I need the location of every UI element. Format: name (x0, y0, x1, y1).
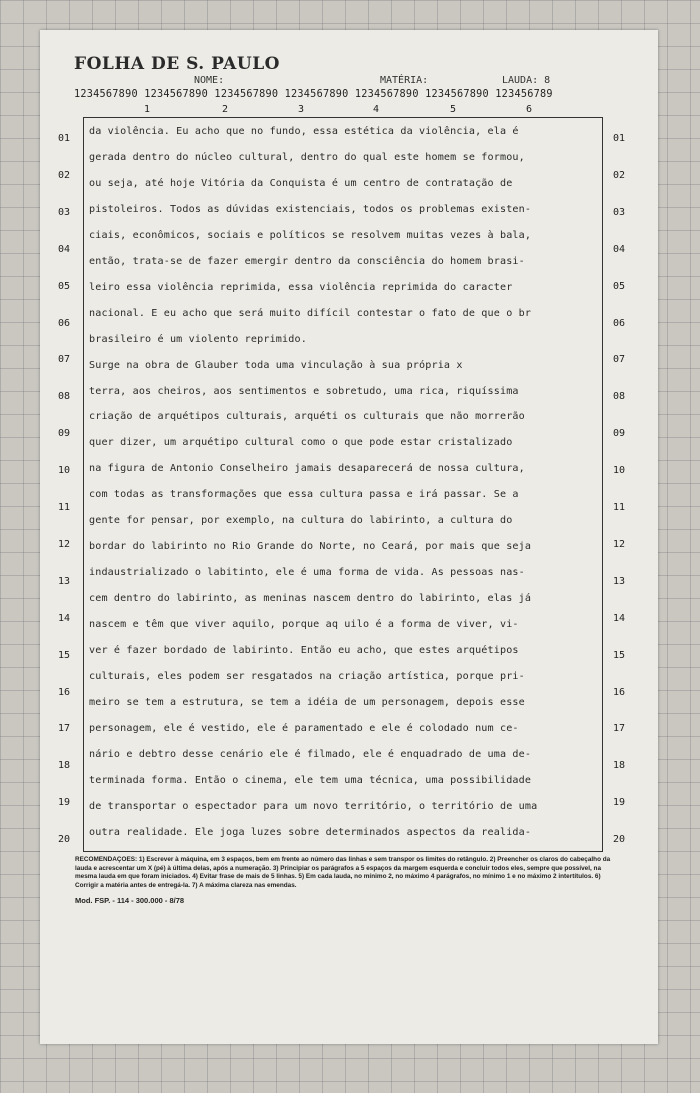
line-number-left: 17 (57, 723, 71, 735)
line-number-right: 17 (612, 723, 626, 735)
line-number-left: 14 (57, 612, 71, 624)
line-number-left: 19 (57, 797, 71, 809)
line-number-right: 02 (612, 169, 626, 181)
character-ruler: 1234567890 1234567890 1234567890 1234567890 1234567890 1234567890 123456789 (74, 89, 553, 100)
line-number-left: 18 (57, 760, 71, 772)
typed-text-line: terra, aos cheiros, aos sentimentos e sobretudo, uma rica, riquíssima (89, 385, 519, 397)
typed-text-line: gente for pensar, por exemplo, na cultura do labirinto, a cultura do (89, 515, 513, 527)
ruler-col-6: 6 (526, 104, 533, 115)
line-number-right: 18 (612, 760, 626, 772)
typed-text-line: brasileiro é um violento reprimido. (89, 333, 307, 345)
typed-text-line: outra realidade. Ele joga luzes sobre determinados aspectos da realida- (89, 826, 532, 838)
line-number-right: 07 (612, 354, 626, 366)
typed-text-line: Surge na obra de Glauber toda uma vinculação à sua própria x (89, 359, 463, 371)
typed-text-line: nário e debtro desse cenário ele é filmado, ele é enquadrado de uma de- (89, 748, 532, 760)
ruler-column-numbers (40, 104, 658, 118)
line-number-left: 04 (57, 243, 71, 255)
line-number-left: 11 (57, 502, 71, 513)
recommendations-text: RECOMENDAÇOES: 1) Escrever à máquina, em 3 espaços, bem em frente ao número das linhas e sem transpor os limites do retângulo. 2) Preencher os claros do cabeçalho da lauda e acrescentar um X (pé) à última delas, após a numeração. 3) Principiar os parágrafos a 5 espaços da margem esquerda e concluir todos eles, sempre que possível, na mesma lauda em que foram iniciados. 4) Evitar frase de mais de 5 linhas. 5) Em cada lauda, no mínimo 2, no máximo 4 parágrafos, no mínimo 1 e no máximo 2 intertítulos. 6) Corrigir a matéria antes de entregá-la. 7) A máxima clareza nas emendas. (75, 856, 611, 889)
line-number-left: 13 (57, 575, 71, 587)
line-number-left: 06 (57, 317, 71, 329)
line-number-left: 16 (57, 686, 71, 698)
typed-text-line: quer dizer, um arquétipo cultural como o que pode estar cristalizado (89, 437, 513, 449)
typed-text-line: culturais, eles podem ser resgatados na criação artística, porque pri- (89, 670, 525, 682)
line-number-right: 03 (612, 206, 626, 218)
line-number-right: 05 (612, 280, 626, 292)
typed-text-line: ou seja, até hoje Vitória da Conquista é um centro de contratação de (89, 177, 513, 189)
line-number-right: 08 (612, 391, 626, 403)
ruler-col-2: 2 (222, 104, 229, 115)
line-number-left: 02 (57, 169, 71, 181)
line-number-left: 09 (57, 428, 71, 440)
typed-text-line: ciais, econômicos, sociais e políticos se resolvem muitas vezes à bala, (89, 229, 532, 241)
line-number-right: 14 (612, 612, 626, 624)
line-number-left: 01 (57, 133, 71, 144)
line-number-right: 11 (612, 502, 626, 513)
line-number-right: 13 (612, 575, 626, 587)
typed-text-line: gerada dentro do núcleo cultural, dentro do qual este homem se formou, (89, 151, 525, 163)
typed-text-line: personagem, ele é vestido, ele é paramentado e ele é colodado num ce- (89, 722, 519, 734)
line-number-left: 05 (57, 280, 71, 292)
line-number-left: 08 (57, 391, 71, 403)
typed-text-line: da violência. Eu acho que no fundo, essa estética da violência, ela é (89, 126, 519, 137)
line-number-right: 12 (612, 538, 626, 550)
typed-text-line: bordar do labirinto no Rio Grande do Norte, no Ceará, por mais que seja (89, 541, 532, 553)
nome-label: NOME: (194, 75, 225, 86)
line-number-right: 15 (612, 649, 626, 661)
typed-text-line: de transportar o espectador para um novo território, o território de uma (89, 800, 538, 812)
line-number-left: 15 (57, 649, 71, 661)
typed-text-line: indaustrializado o labitinto, ele é uma forma de vida. As pessoas nas- (89, 567, 525, 579)
line-number-right: 16 (612, 686, 626, 698)
ruler-col-3: 3 (298, 104, 305, 115)
line-number-left: 12 (57, 538, 71, 550)
line-number-left: 07 (57, 354, 71, 366)
newspaper-brand: FOLHA DE S. PAULO (74, 54, 280, 74)
typing-rectangle (83, 117, 603, 852)
ruler-col-1: 1 (144, 104, 151, 115)
typed-text-line: então, trata-se de fazer emergir dentro da consciência do homem brasi- (89, 255, 525, 267)
line-number-left: 03 (57, 206, 71, 218)
typed-text-line: com todas as transformações que essa cultura passa e irá passar. Se a (89, 489, 519, 501)
line-number-left: 10 (57, 465, 71, 477)
line-number-right: 19 (612, 797, 626, 809)
typed-text-line: criação de arquétipos culturais, arquéti os culturais que não morrerão (89, 411, 525, 423)
ruler-col-5: 5 (450, 104, 457, 115)
manuscript-sheet (40, 30, 658, 1044)
typed-text-line: cem dentro do labirinto, as meninas nascem dentro do labirinto, elas já (89, 593, 532, 605)
line-number-right: 06 (612, 317, 626, 329)
typed-text-line: nascem e têm que viver aquilo, porque aq uilo é a forma de viver, vi- (89, 619, 519, 631)
line-number-left: 20 (57, 834, 71, 846)
line-number-right: 20 (612, 834, 626, 846)
typed-text-line: nacional. E eu acho que será muito difícil contestar o fato de que o br (89, 307, 532, 319)
lauda-label: LAUDA: 8 (502, 75, 551, 86)
typed-text-line: pistoleiros. Todos as dúvidas existenciais, todos os problemas existen- (89, 203, 532, 215)
form-model-code: Mod. FSP. - 114 - 300.000 - 8/78 (75, 896, 185, 905)
typed-text-line: na figura de Antonio Conselheiro jamais desaparecerá de nossa cultura, (89, 463, 525, 475)
ruler-col-4: 4 (373, 104, 380, 115)
line-number-right: 04 (612, 243, 626, 255)
typed-text-line: meiro se tem a estrutura, se tem a idéia de um personagem, depois esse (89, 696, 525, 708)
typed-text-line: ver é fazer bordado de labirinto. Então eu acho, que estes arquétipos (89, 645, 519, 656)
typed-text-line: terminada forma. Então o cinema, ele tem uma técnica, uma possibilidade (89, 774, 532, 786)
line-number-right: 01 (612, 133, 626, 144)
typed-text-line: leiro essa violência reprimida, essa violência reprimida do caracter (89, 281, 513, 293)
materia-label: MATÉRIA: (380, 75, 429, 86)
line-number-right: 09 (612, 428, 626, 440)
line-number-right: 10 (612, 465, 626, 477)
